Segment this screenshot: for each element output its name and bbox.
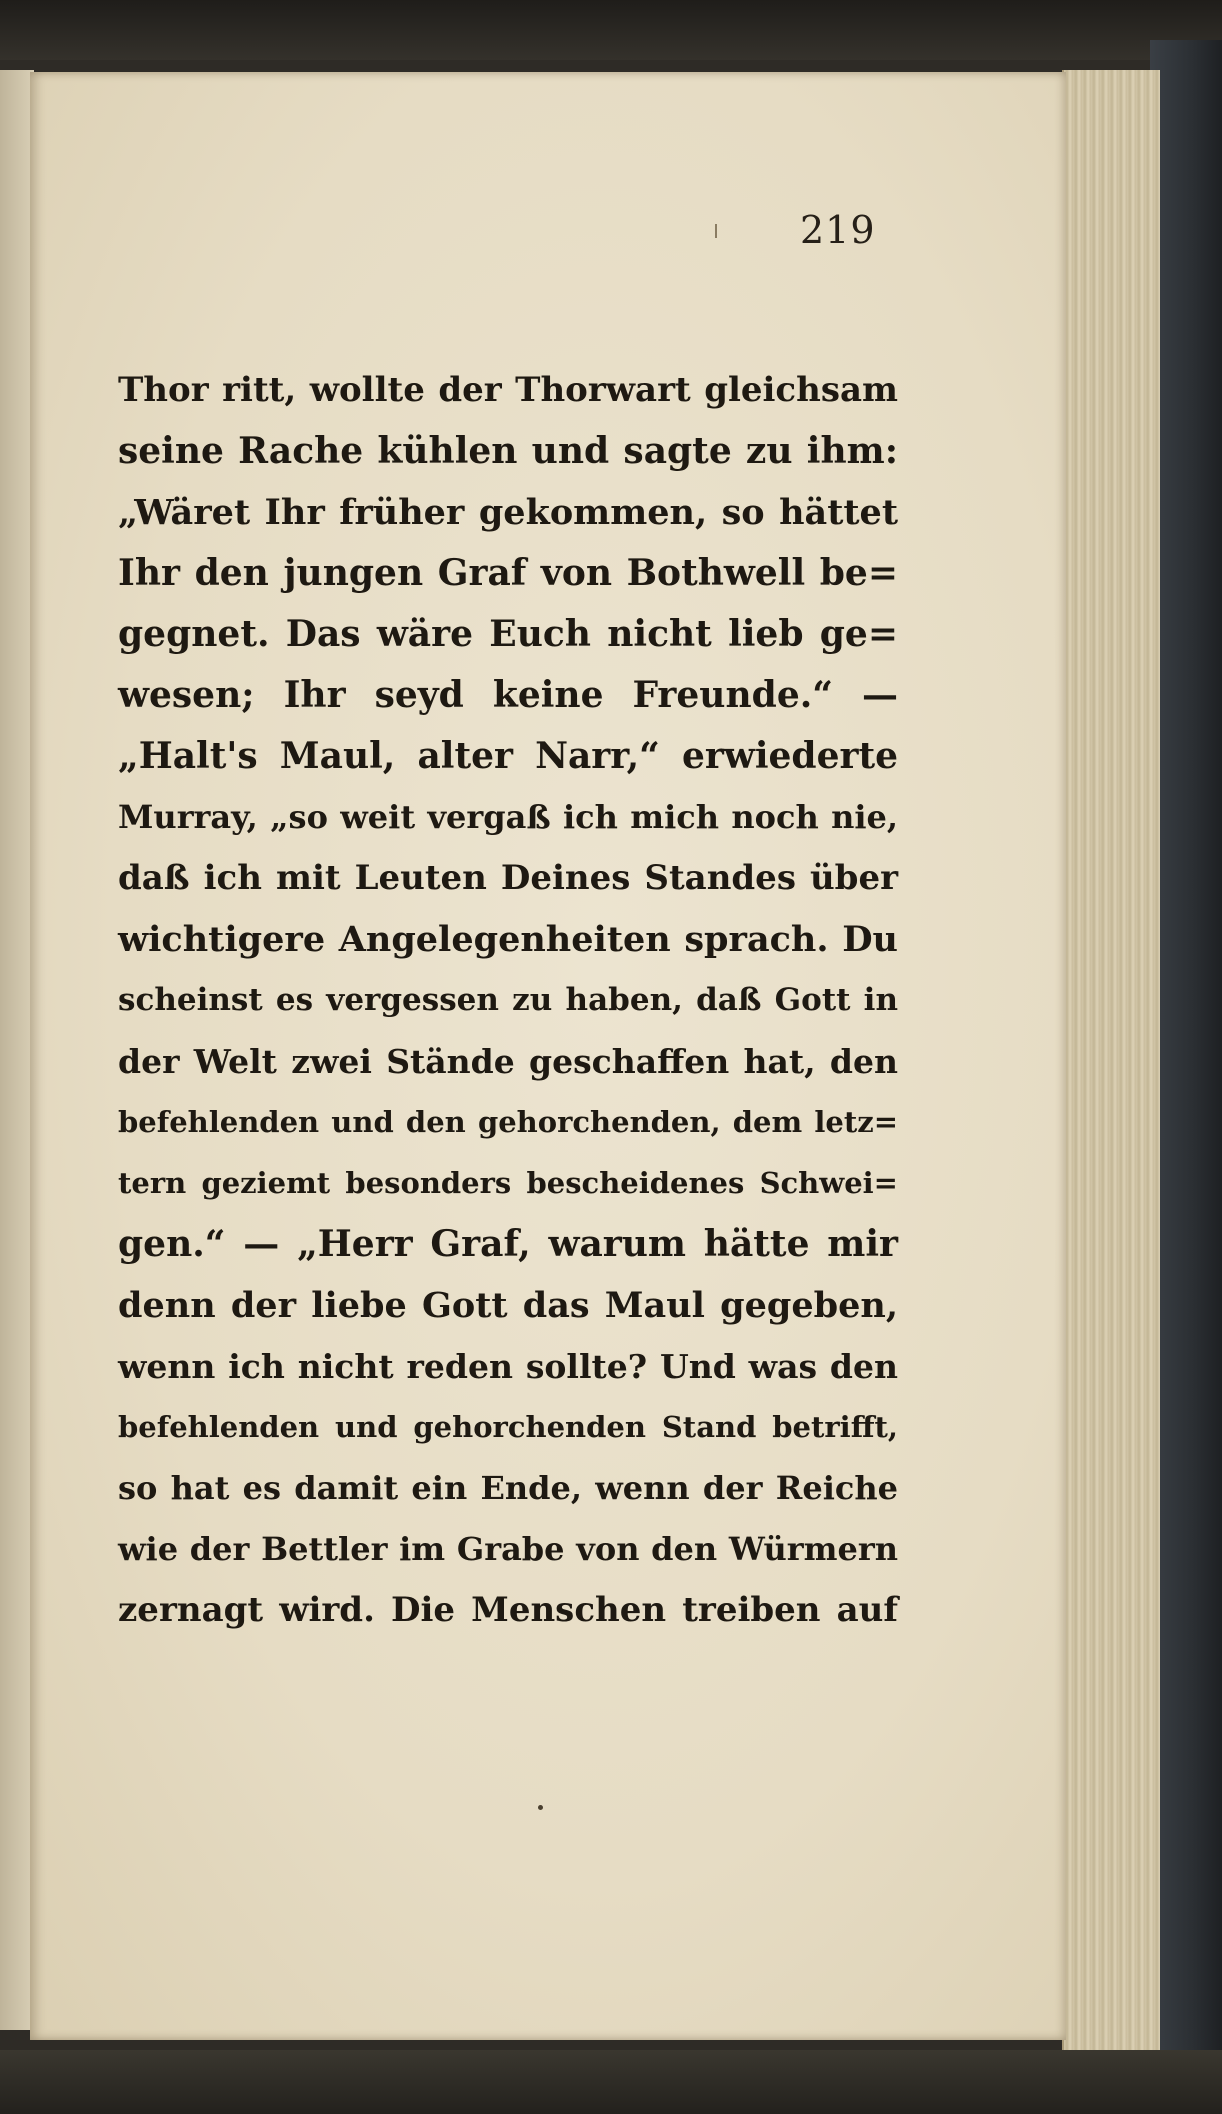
book-cover-bottom (0, 2050, 1222, 2114)
text-line: wichtigere Angelegenheiten sprach. Du (118, 919, 898, 960)
text-line: denn der liebe Gott das Maul gegeben, (118, 1285, 898, 1326)
text-line: befehlenden und gehorchenden Stand betrifft, (118, 1410, 898, 1444)
text-line: wie der Bettler im Grabe von den Würmern (118, 1530, 898, 1568)
text-line: Murray, „so weit vergaß ich mich noch nie, (118, 798, 898, 836)
previous-page-edge (0, 70, 34, 2030)
page-number: 219 (800, 208, 876, 252)
book-cover-top (0, 0, 1222, 60)
paper-speck (538, 1805, 543, 1810)
text-line: Ihr den jungen Graf von Bothwell be= (118, 552, 898, 594)
text-line: wenn ich nicht reden sollte? Und was den (118, 1347, 898, 1386)
text-line: so hat es damit ein Ende, wenn der Reiche (118, 1469, 898, 1507)
text-line: daß ich mit Leuten Deines Standes über (118, 858, 898, 898)
text-line: tern geziemt besonders bescheidenes Schwei= (118, 1166, 898, 1200)
text-line: der Welt zwei Stände geschaffen hat, den (118, 1042, 898, 1081)
page-stack-edges (1062, 70, 1160, 2050)
text-line: „Wäret Ihr früher gekommen, so hättet (118, 492, 898, 533)
text-line: wesen; Ihr seyd keine Freunde.“ — (118, 674, 898, 716)
book-cover-right (1150, 40, 1222, 2114)
text-line: seine Rache kühlen und sagte zu ihm: (118, 430, 898, 472)
page-body-text (118, 360, 898, 1641)
text-line: zernagt wird. Die Menschen treiben auf (118, 1590, 898, 1630)
text-line: gegnet. Das wäre Euch nicht lieb ge= (118, 613, 898, 655)
text-line: gen.“ — „Herr Graf, warum hätte mir (118, 1223, 898, 1265)
text-line: scheinst es vergessen zu haben, daß Gott in (118, 982, 898, 1018)
text-line: Thor ritt, wollte der Thorwart gleichsam (118, 370, 898, 410)
text-line: „Halt's Maul, alter Narr,“ erwiederte (118, 735, 898, 777)
paper-speck (715, 224, 717, 238)
text-line: befehlenden und den gehorchenden, dem letz= (118, 1105, 898, 1139)
